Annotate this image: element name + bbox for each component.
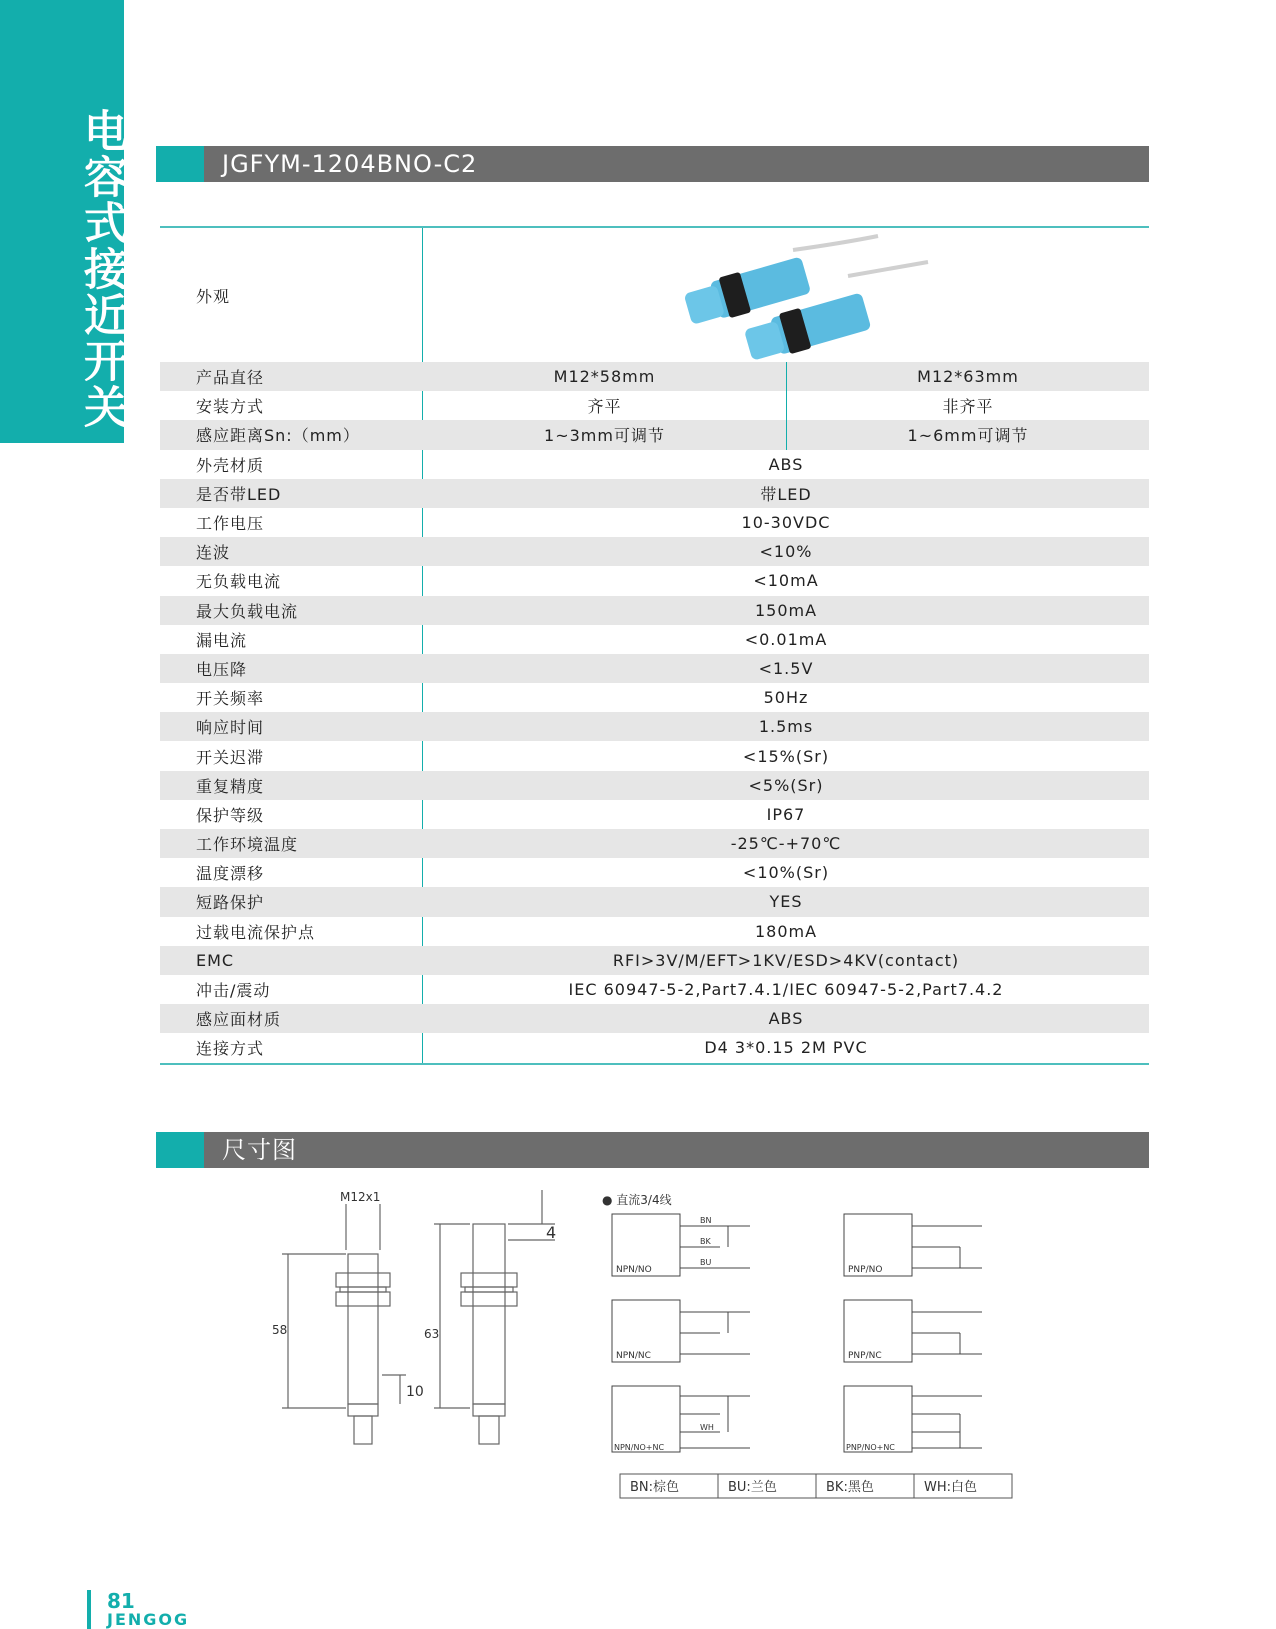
spec-label: EMC xyxy=(196,950,235,970)
wiring-pnp-nc xyxy=(844,1300,982,1362)
header-accent xyxy=(156,146,204,182)
spec-value: 带LED xyxy=(760,484,812,504)
spec-label: 是否带LED xyxy=(196,484,282,504)
diagram-label: PNP/NO+NC xyxy=(846,1443,895,1452)
spec-row xyxy=(160,1033,1149,1062)
spec-value-left: M12*58mm xyxy=(553,367,656,387)
spec-row-mounting xyxy=(160,391,1149,420)
spec-row xyxy=(160,887,1149,916)
spec-value: 10-30VDC xyxy=(741,513,831,533)
wiring-npn-nc xyxy=(612,1300,750,1362)
spec-row xyxy=(160,946,1149,975)
spec-value: YES xyxy=(769,892,803,912)
spec-value: <10%(Sr) xyxy=(742,863,830,883)
spec-label: 重复精度 xyxy=(196,776,265,796)
spec-row xyxy=(160,800,1149,829)
spec-row xyxy=(160,829,1149,858)
spec-label: 冲击/震动 xyxy=(196,981,271,1001)
spec-label: 连波 xyxy=(196,543,231,563)
wiring-pnp-no xyxy=(844,1214,982,1276)
spec-label: 开关频率 xyxy=(196,689,265,709)
product-photo xyxy=(423,228,1149,362)
wiring-diagrams xyxy=(600,1192,1020,1502)
diagram-label: PNP/NO xyxy=(848,1265,883,1275)
model-header-bar xyxy=(156,146,1149,182)
spec-label: 连接方式 xyxy=(196,1039,265,1059)
spec-row xyxy=(160,625,1149,654)
dim-4-label: 4 xyxy=(546,1223,557,1242)
spec-row xyxy=(160,741,1149,770)
wiring-heading: ● 直流3/4线 xyxy=(602,1193,672,1207)
spec-value: <5%(Sr) xyxy=(748,775,824,795)
spec-label: 开关迟滞 xyxy=(196,747,265,767)
spec-value: ABS xyxy=(768,454,804,474)
legend-bn: BN:棕色 xyxy=(630,1480,680,1495)
diagram-label: NPN/NO xyxy=(616,1265,652,1275)
spec-value: <15%(Sr) xyxy=(742,746,830,766)
spec-value: IEC 60947-5-2,Part7.4.1/IEC 60947-5-2,Part7.4.2 xyxy=(568,980,1004,1000)
spec-label: 产品直径 xyxy=(196,368,265,388)
spec-label: 温度漂移 xyxy=(196,864,265,884)
page-number: 81 xyxy=(107,1589,135,1613)
spec-row xyxy=(160,858,1149,887)
dim-10-label: 10 xyxy=(406,1384,424,1400)
brand-name: JENGOG xyxy=(107,1610,190,1629)
spec-label: 电压降 xyxy=(196,659,248,679)
sensor-image xyxy=(423,228,1149,362)
spec-row xyxy=(160,566,1149,595)
spec-row xyxy=(160,596,1149,625)
spec-label: 外观 xyxy=(196,286,231,306)
spec-value: 150mA xyxy=(754,600,818,620)
spec-value: ABS xyxy=(768,1009,804,1029)
header-accent xyxy=(156,1132,204,1168)
spec-label: 漏电流 xyxy=(196,630,248,650)
spec-row xyxy=(160,654,1149,683)
spec-label: 工作环境温度 xyxy=(196,835,299,855)
wire-bu: BU xyxy=(700,1258,712,1267)
spec-label: 无负载电流 xyxy=(196,572,282,592)
spec-value: <0.01mA xyxy=(744,629,828,649)
legend-wh: WH:白色 xyxy=(924,1480,978,1495)
spec-label: 短路保护 xyxy=(196,893,265,913)
footer-accent xyxy=(87,1590,91,1629)
wire-wh: WH xyxy=(700,1423,714,1432)
thread-label: M12x1 xyxy=(340,1190,381,1204)
spec-row xyxy=(160,537,1149,566)
spec-value-left: 1~3mm可调节 xyxy=(544,426,665,446)
spec-value: IP67 xyxy=(766,804,806,824)
spec-value: <10% xyxy=(759,542,813,562)
spec-row xyxy=(160,479,1149,508)
length-flush-label: 58 xyxy=(272,1323,288,1337)
spec-label: 最大负载电流 xyxy=(196,601,299,621)
legend-bk: BK:黑色 xyxy=(826,1480,874,1495)
diagram-label: NPN/NO+NC xyxy=(614,1443,665,1452)
length-nonflush-label: 63 xyxy=(424,1327,440,1341)
side-title: 电容式接近开关 xyxy=(76,108,127,430)
spec-row xyxy=(160,712,1149,741)
dimension-title: 尺寸图 xyxy=(222,1136,297,1164)
spec-value: 180mA xyxy=(754,921,818,941)
spec-label: 过载电流保护点 xyxy=(196,922,316,942)
spec-value: -25℃-+70℃ xyxy=(730,834,842,854)
spec-value: <10mA xyxy=(753,571,819,591)
spec-row xyxy=(160,771,1149,800)
wiring-pnp-no-nc xyxy=(844,1386,982,1452)
spec-row-appearance xyxy=(160,228,1149,362)
spec-row-sensing-distance xyxy=(160,420,1149,449)
spec-value: 50Hz xyxy=(763,688,809,708)
spec-table xyxy=(160,226,1149,1065)
spec-value-right: M12*63mm xyxy=(786,362,1149,391)
spec-row xyxy=(160,450,1149,479)
wiring-npn-no-nc xyxy=(612,1386,750,1452)
spec-label: 感应距离Sn:（mm） xyxy=(196,426,360,446)
spec-row-diameter xyxy=(160,362,1149,391)
dimension-header-bar xyxy=(156,1132,1149,1168)
wire-bn: BN xyxy=(700,1216,712,1225)
spec-label: 响应时间 xyxy=(196,718,265,738)
spec-label: 安装方式 xyxy=(196,397,265,417)
dimension-drawing xyxy=(270,1190,570,1500)
spec-row xyxy=(160,975,1149,1004)
diagram-label: PNP/NC xyxy=(848,1351,882,1361)
side-tab xyxy=(0,0,127,443)
spec-label: 感应面材质 xyxy=(196,1010,282,1030)
spec-value-left: 齐平 xyxy=(587,397,622,417)
wire-bk: BK xyxy=(700,1237,711,1246)
spec-label: 保护等级 xyxy=(196,805,265,825)
spec-label: 工作电压 xyxy=(196,514,265,534)
spec-value-right: 1~6mm可调节 xyxy=(786,420,1149,449)
spec-label: 外壳材质 xyxy=(196,455,265,475)
legend-bu: BU:兰色 xyxy=(728,1480,777,1495)
spec-value-right: 非齐平 xyxy=(786,391,1149,420)
model-title: JGFYM-1204BNO-C2 xyxy=(222,150,478,178)
spec-value: RFI>3V/M/EFT>1KV/ESD>4KV(contact) xyxy=(612,950,960,970)
diagram-label: NPN/NC xyxy=(616,1351,651,1361)
spec-row xyxy=(160,1004,1149,1033)
spec-row xyxy=(160,508,1149,537)
spec-row xyxy=(160,683,1149,712)
spec-value: D4 3*0.15 2M PVC xyxy=(704,1038,868,1058)
wiring-npn-no xyxy=(612,1214,750,1276)
wire-color-legend xyxy=(620,1474,1012,1498)
spec-value: <1.5V xyxy=(758,658,814,678)
spec-value: 1.5ms xyxy=(758,717,814,737)
spec-row xyxy=(160,917,1149,946)
